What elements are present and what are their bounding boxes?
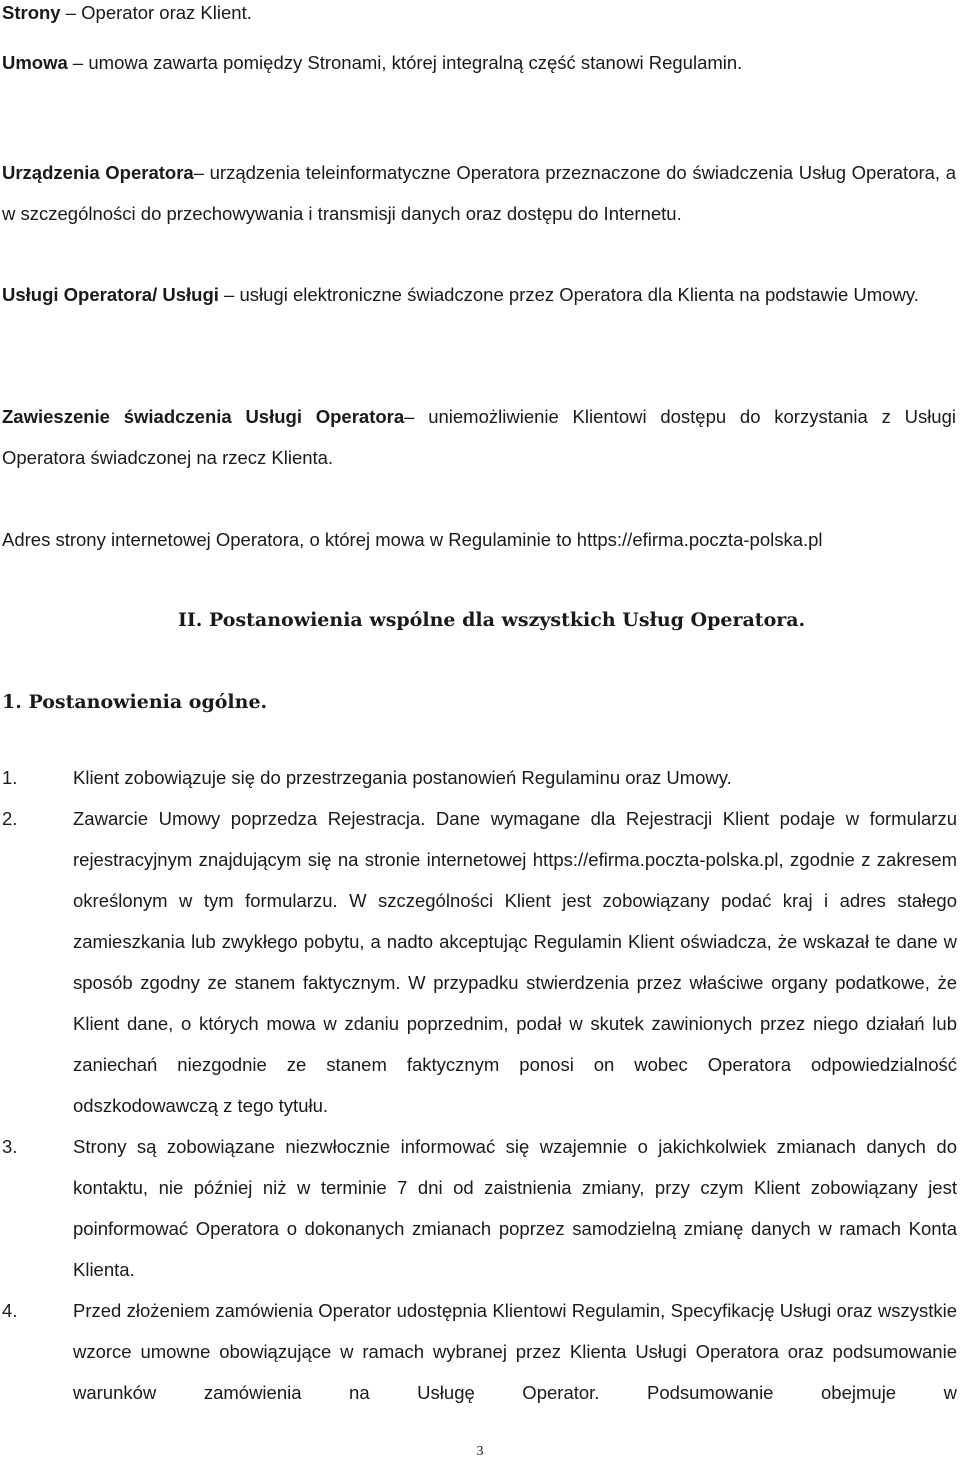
definition-uslugi-operatora (2, 274, 956, 315)
definition-text: – urządzenia teleinformatyczne Operatora przeznaczone do świadczenia Usług Operatora, a w szczególności do przechowywania i transmisji danych oraz dostępu do Internetu. (2, 162, 956, 224)
definition-term: Zawieszenie świadczenia Usługi Operatora (2, 406, 405, 427)
list-item-number: 4. (2, 1300, 18, 1321)
list-item-number: 1. (2, 767, 18, 788)
definition-zawieszenie (2, 396, 956, 478)
operator-website-note (2, 519, 956, 560)
definition-term: Urządzenia Operatora (2, 162, 194, 183)
list-item (0, 1290, 960, 1413)
page-number: 3 (476, 1444, 484, 1459)
subsection-heading: 1. Postanowienia ogólne. (2, 691, 268, 713)
numbered-list (0, 757, 960, 1413)
definition-term: Umowa (2, 52, 68, 73)
definition-text: – umowa zawarta pomiędzy Stronami, której integralną część stanowi Regulamin. (67, 52, 743, 73)
definition-umowa (2, 42, 956, 83)
list-item-number: 3. (2, 1136, 18, 1157)
definition-strony (2, 0, 956, 33)
definition-text: – usługi elektroniczne świadczone przez Operatora dla Klienta na podstawie Umowy. (218, 284, 919, 305)
definition-term: Usługi Operatora/ Usługi (2, 284, 219, 305)
definition-urzadzenia-operatora (2, 152, 956, 234)
list-item-text: Klient zobowiązuje się do przestrzegania postanowień Regulaminu oraz Umowy. (73, 767, 732, 788)
list-item-number: 2. (2, 808, 18, 829)
definition-term: Strony (2, 2, 61, 23)
list-item-text: Zawarcie Umowy poprzedza Rejestracja. Dane wymagane dla Rejestracji Klient podaje w formularzu rejestracyjnym znajdującym się na stronie internetowej https://efirma.poczta-polska.pl, zgodnie z zakresem określonym w tym formularzu. W szczególności Klient jest zobowiązany podać kraj i adres stałego zamieszkania lub zwykłego pobytu, a nadto akceptując Regulamin Klient oświadcza, że wskazał te dane w sposób zgodny ze stanem faktycznym. W przypadku stwierdzenia przez właściwe organy podatkowe, że Klient dane, o których mowa w zdaniu poprzednim, podał w skutek zawinionych przez niego działań lub zaniechań niezgodnie ze stanem faktycznym ponosi on wobec Operatora odpowiedzialność odszkodowawczą z tego tytułu. (73, 808, 957, 1116)
definition-text: – Operator oraz Klient. (60, 2, 252, 23)
section-heading: II. Postanowienia wspólne dla wszystkich Usług Operatora. (178, 609, 806, 631)
list-item (0, 757, 960, 798)
list-item (0, 798, 960, 1126)
definition-text: Adres strony internetowej Operatora, o której mowa w Regulaminie to https://efirma.poczta-polska.pl (2, 529, 823, 550)
definition-text: – uniemożliwienie Klientowi dostępu do korzystania z Usługi Operatora świadczonej na rzecz Klienta. (2, 406, 956, 468)
list-item (0, 1126, 960, 1290)
list-item-text: Strony są zobowiązane niezwłocznie informować się wzajemnie o jakichkolwiek zmianach danych do kontaktu, nie później niż w terminie 7 dni od zaistnienia zmiany, przy czym Klient zobowiązany jest poinformować Operatora o dokonanych zmianach poprzez samodzielną zmianę danych w ramach Konta Klienta. (73, 1136, 957, 1280)
list-item-text: Przed złożeniem zamówienia Operator udostępnia Klientowi Regulamin, Specyfikację Usługi oraz wszystkie wzorce umowne obowiązujące w ramach wybranej przez Klienta Usługi Operatora oraz podsumowanie warunków zamówienia na Usługę Operator. Podsumowanie obejmuje w (73, 1300, 957, 1403)
